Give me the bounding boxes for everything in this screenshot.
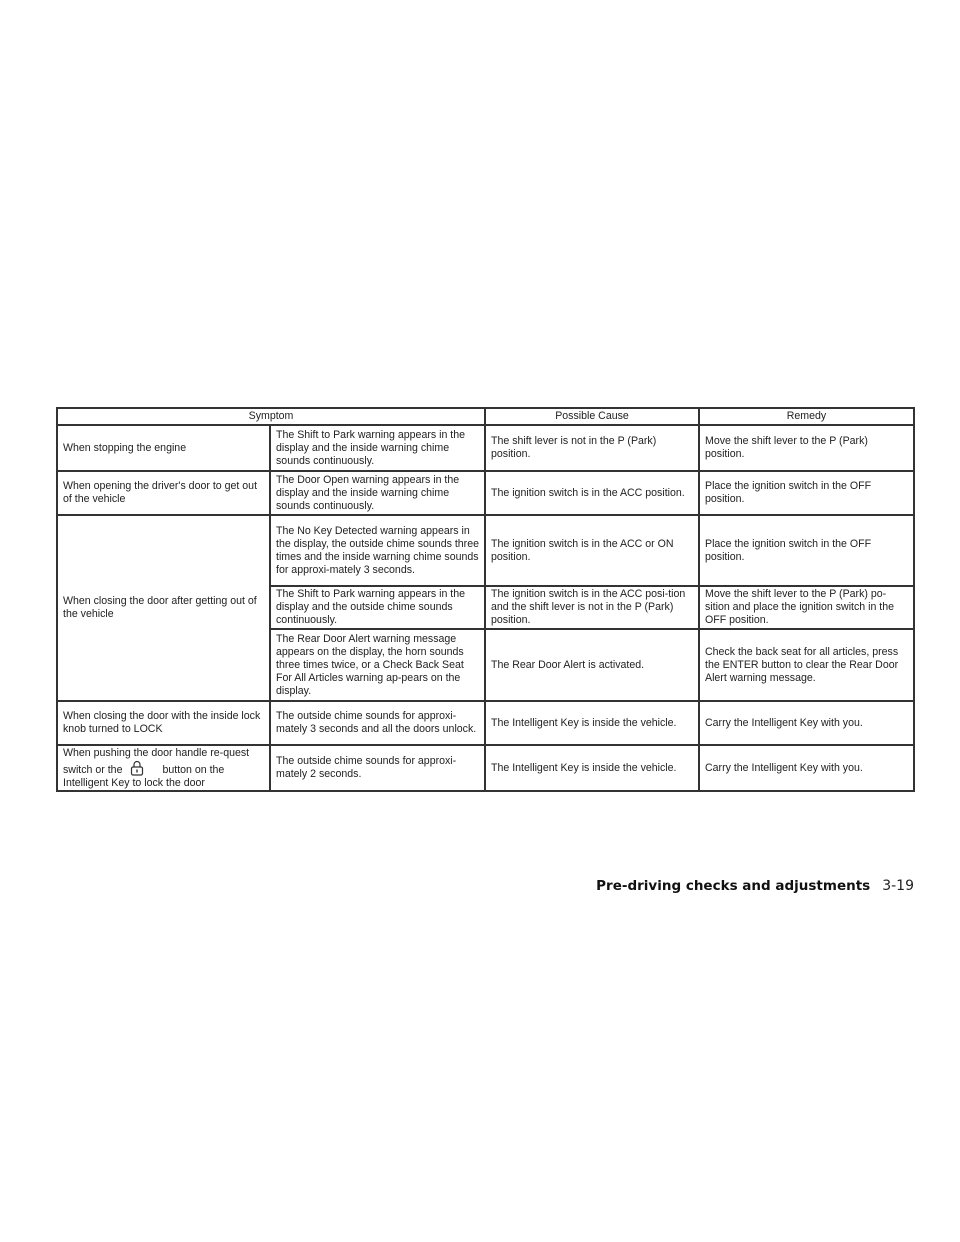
- detail-cell: The outside chime sounds for approxi-mately 3 seconds and all the doors unlock.: [270, 701, 485, 745]
- remedy-cell: Carry the Intelligent Key with you.: [699, 745, 914, 791]
- lock-icon: [130, 760, 144, 776]
- section-title: Pre-driving checks and adjustments: [596, 878, 871, 894]
- cause-cell: The Intelligent Key is inside the vehicle.: [485, 701, 699, 745]
- table-row: [57, 425, 914, 471]
- detail-cell: The Door Open warning appears in the display and the inside warning chime sounds continuously.: [270, 471, 485, 515]
- header-possible-cause: Possible Cause: [485, 408, 699, 425]
- page-number: 3-19: [882, 878, 914, 894]
- remedy-cell: Place the ignition switch in the OFF position.: [699, 515, 914, 586]
- table-row: [57, 745, 914, 791]
- header-remedy: Remedy: [699, 408, 914, 425]
- cause-cell: The shift lever is not in the P (Park) position.: [485, 425, 699, 471]
- symptom-text-part1: When pushing the door handle re-quest switch or the: [63, 746, 250, 776]
- cause-cell: The ignition switch is in the ACC posi-tion and the shift lever is not in the P (Park) position.: [485, 586, 699, 629]
- symptom-text-part2: button on the Intelligent Key to lock the door: [63, 763, 225, 789]
- detail-cell: The Shift to Park warning appears in the display and the outside chime sounds continuously.: [270, 586, 485, 629]
- warning-chime-table: [56, 407, 915, 792]
- remedy-cell: Check the back seat for all articles, press the ENTER button to clear the Rear Door Alert warning message.: [699, 629, 914, 701]
- detail-cell: The Rear Door Alert warning message appears on the display, the horn sounds three times twice, or a Check Back Seat For All Articles warning ap-pears on the display.: [270, 629, 485, 701]
- detail-cell: The outside chime sounds for approxi-mately 2 seconds.: [270, 745, 485, 791]
- remedy-cell: Move the shift lever to the P (Park) po-sition and place the ignition switch in the OFF position.: [699, 586, 914, 629]
- remedy-cell: Move the shift lever to the P (Park) position.: [699, 425, 914, 471]
- table-header-row: [57, 408, 914, 425]
- symptom-cell: When closing the door with the inside lock knob turned to LOCK: [57, 701, 270, 745]
- page-footer: [0, 877, 914, 895]
- symptom-cell: When closing the door after getting out of the vehicle: [57, 515, 270, 701]
- cause-cell: The Rear Door Alert is activated.: [485, 629, 699, 701]
- detail-cell: The No Key Detected warning appears in the display, the outside chime sounds three times and the inside warning chime sounds for approxi-mately 3 seconds.: [270, 515, 485, 586]
- header-symptom: Symptom: [57, 408, 485, 425]
- symptom-cell: [57, 745, 270, 791]
- cause-cell: The Intelligent Key is inside the vehicle.: [485, 745, 699, 791]
- table-row: [57, 701, 914, 745]
- remedy-cell: Carry the Intelligent Key with you.: [699, 701, 914, 745]
- detail-cell: The Shift to Park warning appears in the display and the inside warning chime sounds continuously.: [270, 425, 485, 471]
- table-row: [57, 471, 914, 515]
- remedy-cell: Place the ignition switch in the OFF position.: [699, 471, 914, 515]
- table-row: [57, 515, 914, 586]
- cause-cell: The ignition switch is in the ACC or ON position.: [485, 515, 699, 586]
- symptom-cell: When opening the driver's door to get out of the vehicle: [57, 471, 270, 515]
- symptom-cell: When stopping the engine: [57, 425, 270, 471]
- cause-cell: The ignition switch is in the ACC position.: [485, 471, 699, 515]
